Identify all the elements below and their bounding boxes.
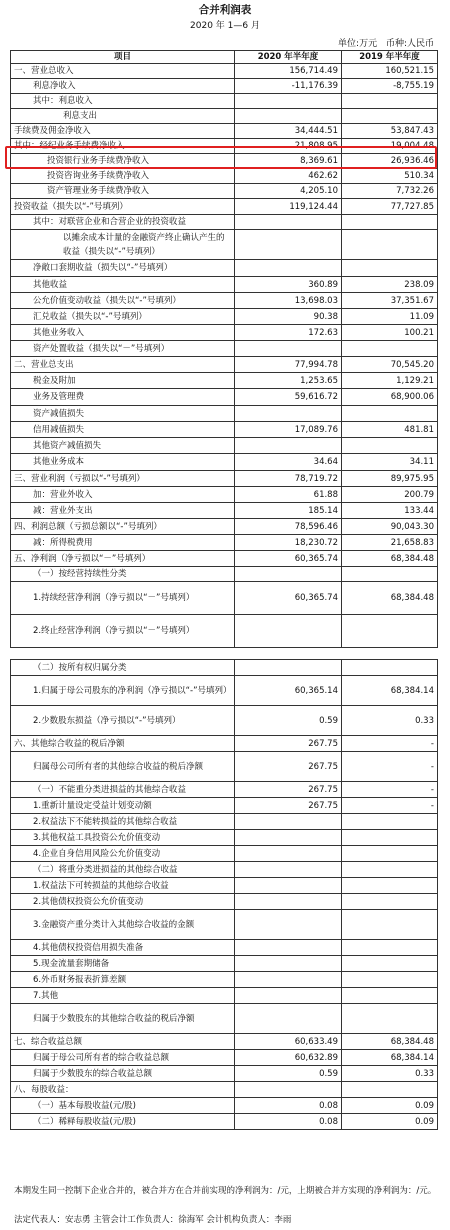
row-label: 投资收益（损失以“-”号填列）: [11, 199, 235, 215]
table-row: [11, 341, 438, 357]
row-label: 一、营业总收入: [11, 64, 235, 79]
table-row: [11, 862, 438, 878]
row-label: 2.权益法下不能转损益的其他综合收益: [11, 814, 235, 830]
table-row: [11, 535, 438, 551]
value-2020-h1: 185.14: [235, 503, 342, 519]
value-2019-h1: 160,521.15: [342, 64, 438, 79]
value-2020-h1: [235, 862, 342, 878]
header-2020-h1: 2020 年半年度: [235, 51, 342, 64]
row-label: 四、利润总额（亏损总额以“-”号填列）: [11, 519, 235, 535]
row-label: （二）将重分类进损益的其他综合收益: [11, 862, 235, 878]
value-2020-h1: 60,365.14: [235, 676, 342, 706]
value-2020-h1: 0.59: [235, 706, 342, 736]
value-2020-h1: [235, 972, 342, 988]
row-label: 二、营业总支出: [11, 357, 235, 373]
value-2019-h1: [342, 230, 438, 260]
row-label: 减：所得税费用: [11, 535, 235, 551]
table-row: [11, 277, 438, 293]
signature-line: 法定代表人：安志勇 主管会计工作负责人：徐海军 会计机构负责人：李雨: [14, 1215, 292, 1225]
table-row: [11, 706, 438, 736]
table-row: [11, 406, 438, 422]
table-row: [11, 124, 438, 139]
value-2019-h1: 238.09: [342, 277, 438, 293]
value-2019-h1: [342, 1004, 438, 1034]
value-2020-h1: -11,176.39: [235, 79, 342, 94]
row-label: 五、净利润（净亏损以“－”号填列）: [11, 551, 235, 567]
table-row: [11, 878, 438, 894]
value-2020-h1: 4,205.10: [235, 184, 342, 199]
row-label: 七、综合收益总额: [11, 1034, 235, 1050]
row-label: （一）基本每股收益(元/股): [11, 1098, 235, 1114]
value-2019-h1: 510.34: [342, 169, 438, 184]
table-row: [11, 736, 438, 752]
table-row: [11, 154, 438, 169]
table-row: [11, 471, 438, 487]
value-2019-h1: 53,847.43: [342, 124, 438, 139]
row-label: 汇兑收益（损失以“-”号填列）: [11, 309, 235, 325]
value-2020-h1: 34,444.51: [235, 124, 342, 139]
currency-label: 币种:人民币: [385, 39, 434, 49]
value-2020-h1: [235, 814, 342, 830]
value-2020-h1: [235, 1004, 342, 1034]
table-row: [11, 956, 438, 972]
value-2019-h1: [342, 894, 438, 910]
row-label: 其他资产减值损失: [11, 438, 235, 454]
table-row: [11, 260, 438, 277]
value-2020-h1: 462.62: [235, 169, 342, 184]
value-2019-h1: [342, 910, 438, 940]
table-row: [11, 503, 438, 519]
value-2019-h1: 0.09: [342, 1098, 438, 1114]
value-2020-h1: 77,994.78: [235, 357, 342, 373]
table-row: [11, 988, 438, 1004]
row-label: 业务及管理费: [11, 389, 235, 406]
value-2019-h1: 89,975.95: [342, 471, 438, 487]
header-2019-h1: 2019 年半年度: [342, 51, 438, 64]
table-row: [11, 830, 438, 846]
spacer-row: [11, 648, 438, 660]
row-label: 1.持续经营净利润（净亏损以“－”号填列）: [11, 582, 235, 615]
row-label: 公允价值变动收益（损失以“-”号填列）: [11, 293, 235, 309]
table-row: [11, 199, 438, 215]
row-label: 资产管理业务手续费净收入: [11, 184, 235, 199]
value-2020-h1: 1,253.65: [235, 373, 342, 389]
table-header-row: [11, 51, 438, 64]
row-label: 2.少数股东损益（净亏损以“-”号填列）: [11, 706, 235, 736]
value-2020-h1: 18,230.72: [235, 535, 342, 551]
table-row: [11, 676, 438, 706]
value-2020-h1: 8,369.61: [235, 154, 342, 169]
value-2020-h1: [235, 1082, 342, 1098]
row-label: 其中：经纪业务手续费净收入: [11, 139, 235, 154]
value-2019-h1: 11.09: [342, 309, 438, 325]
table-row: [11, 215, 438, 230]
row-label: 归属于少数股东的其他综合收益的税后净额: [11, 1004, 235, 1034]
row-label: 3.金融资产重分类计入其他综合收益的金额: [11, 910, 235, 940]
table-row: [11, 64, 438, 79]
value-2019-h1: 68,384.48: [342, 1034, 438, 1050]
value-2019-h1: [342, 215, 438, 230]
value-2019-h1: 26,936.46: [342, 154, 438, 169]
value-2019-h1: [342, 109, 438, 124]
value-2020-h1: [235, 956, 342, 972]
table-row: [11, 782, 438, 798]
row-label: 税金及附加: [11, 373, 235, 389]
value-2019-h1: [342, 830, 438, 846]
row-label: 1.归属于母公司股东的净利润（净亏损以“-”号填列）: [11, 676, 235, 706]
row-label: 归属母公司所有者的其他综合收益的税后净额: [11, 752, 235, 782]
value-2019-h1: 481.81: [342, 422, 438, 438]
value-2020-h1: 78,719.72: [235, 471, 342, 487]
table-row: [11, 422, 438, 438]
value-2020-h1: 0.08: [235, 1098, 342, 1114]
value-2019-h1: 37,351.67: [342, 293, 438, 309]
value-2019-h1: -: [342, 736, 438, 752]
table-row: [11, 910, 438, 940]
value-2020-h1: 0.59: [235, 1066, 342, 1082]
value-2019-h1: 21,658.83: [342, 535, 438, 551]
value-2020-h1: [235, 988, 342, 1004]
value-2020-h1: [235, 260, 342, 277]
value-2020-h1: 267.75: [235, 782, 342, 798]
value-2019-h1: [342, 648, 438, 660]
table-row: [11, 567, 438, 582]
table-row: [11, 1114, 438, 1130]
row-label: 其他业务收入: [11, 325, 235, 341]
table-body: [11, 64, 438, 1130]
row-label: 5.现金流量套期储备: [11, 956, 235, 972]
value-2019-h1: -8,755.19: [342, 79, 438, 94]
row-label: 3.其他权益工具投资公允价值变动: [11, 830, 235, 846]
row-label: 信用减值损失: [11, 422, 235, 438]
row-label: 利息净收入: [11, 79, 235, 94]
table-row: [11, 438, 438, 454]
value-2020-h1: 17,089.76: [235, 422, 342, 438]
table-row: [11, 79, 438, 94]
value-2020-h1: [235, 341, 342, 357]
income-statement-table: [10, 50, 438, 1130]
row-label: 六、其他综合收益的税后净额: [11, 736, 235, 752]
row-label: 资产处置收益（损失以“－”号填列）: [11, 341, 235, 357]
row-label: 以摊余成本计量的金融资产终止确认产生的收益（损失以“-”号填列）: [11, 230, 235, 260]
value-2019-h1: 100.21: [342, 325, 438, 341]
value-2020-h1: [235, 438, 342, 454]
value-2020-h1: [235, 940, 342, 956]
table-row: [11, 94, 438, 109]
table-row: [11, 1066, 438, 1082]
value-2020-h1: 34.64: [235, 454, 342, 471]
value-2020-h1: [235, 660, 342, 676]
value-2020-h1: 13,698.03: [235, 293, 342, 309]
header-item: 项目: [11, 51, 235, 64]
value-2019-h1: [342, 956, 438, 972]
row-label: 1.重新计量设定受益计划变动额: [11, 798, 235, 814]
value-2020-h1: 156,714.49: [235, 64, 342, 79]
table-row: [11, 325, 438, 341]
row-label: 4.企业自身信用风险公允价值变动: [11, 846, 235, 862]
table-row: [11, 1082, 438, 1098]
value-2020-h1: [235, 846, 342, 862]
value-2020-h1: 59,616.72: [235, 389, 342, 406]
row-label: 其中：利息收入: [11, 94, 235, 109]
value-2020-h1: [235, 910, 342, 940]
value-2019-h1: 0.09: [342, 1114, 438, 1130]
value-2020-h1: [235, 567, 342, 582]
value-2020-h1: 267.75: [235, 752, 342, 782]
value-2020-h1: 60,365.74: [235, 582, 342, 615]
value-2019-h1: [342, 1082, 438, 1098]
value-2019-h1: 70,545.20: [342, 357, 438, 373]
value-2019-h1: [342, 260, 438, 277]
table-row: [11, 660, 438, 676]
table-row: [11, 894, 438, 910]
table-row: [11, 357, 438, 373]
value-2019-h1: [342, 341, 438, 357]
table-row: [11, 373, 438, 389]
row-label: 八、每股收益：: [11, 1082, 235, 1098]
value-2020-h1: 78,596.46: [235, 519, 342, 535]
table-row: [11, 846, 438, 862]
row-label: 2.其他债权投资公允价值变动: [11, 894, 235, 910]
table-row: [11, 582, 438, 615]
row-label: 其他业务成本: [11, 454, 235, 471]
value-2020-h1: [235, 230, 342, 260]
table-row: [11, 551, 438, 567]
row-label: 归属于少数股东的综合收益总额: [11, 1066, 235, 1082]
row-label: 资产减值损失: [11, 406, 235, 422]
unit-label: 单位:万元: [338, 39, 378, 49]
value-2019-h1: [342, 567, 438, 582]
value-2019-h1: -: [342, 782, 438, 798]
value-2020-h1: [235, 648, 342, 660]
value-2019-h1: [342, 814, 438, 830]
value-2020-h1: [235, 406, 342, 422]
value-2019-h1: 200.79: [342, 487, 438, 503]
value-2020-h1: 172.63: [235, 325, 342, 341]
table-row: [11, 109, 438, 124]
value-2020-h1: 21,808.95: [235, 139, 342, 154]
row-label: 2.终止经营净利润（净亏损以“－”号填列）: [11, 615, 235, 648]
table-row: [11, 1004, 438, 1034]
row-label: （二）按所有权归属分类: [11, 660, 235, 676]
row-label: （一）按经营持续性分类: [11, 567, 235, 582]
value-2019-h1: [342, 660, 438, 676]
table-row: [11, 230, 438, 260]
value-2019-h1: [342, 406, 438, 422]
value-2019-h1: 7,732.26: [342, 184, 438, 199]
value-2019-h1: 1,129.21: [342, 373, 438, 389]
value-2020-h1: 60,365.74: [235, 551, 342, 567]
table-row: [11, 293, 438, 309]
value-2020-h1: 360.89: [235, 277, 342, 293]
table-row: [11, 1050, 438, 1066]
row-label: 1.权益法下可转损益的其他综合收益: [11, 878, 235, 894]
value-2019-h1: 68,900.06: [342, 389, 438, 406]
row-label: 6.外币财务报表折算差额: [11, 972, 235, 988]
row-label: 7.其他: [11, 988, 235, 1004]
value-2019-h1: 19,004.48: [342, 139, 438, 154]
row-label: （一）不能重分类进损益的其他综合收益: [11, 782, 235, 798]
value-2020-h1: 90.38: [235, 309, 342, 325]
value-2019-h1: -: [342, 752, 438, 782]
table-row: [11, 972, 438, 988]
table-row: [11, 1098, 438, 1114]
row-label: 其中：对联营企业和合营企业的投资收益: [11, 215, 235, 230]
value-2019-h1: 68,384.48: [342, 582, 438, 615]
table-row: [11, 615, 438, 648]
row-label: 4.其他债权投资信用损失准备: [11, 940, 235, 956]
row-label: （二）稀释每股收益(元/股): [11, 1114, 235, 1130]
row-label: 手续费及佣金净收入: [11, 124, 235, 139]
value-2019-h1: [342, 988, 438, 1004]
value-2019-h1: 68,384.14: [342, 676, 438, 706]
row-label: 减：营业外支出: [11, 503, 235, 519]
table-row: [11, 487, 438, 503]
table-row: [11, 940, 438, 956]
value-2019-h1: -: [342, 798, 438, 814]
statement-period: 2020 年 1—6 月: [190, 21, 260, 31]
table-row: [11, 519, 438, 535]
value-2020-h1: 0.08: [235, 1114, 342, 1130]
value-2019-h1: 133.44: [342, 503, 438, 519]
row-label: 其他收益: [11, 277, 235, 293]
value-2020-h1: [235, 109, 342, 124]
row-label: 投资银行业务手续费净收入: [11, 154, 235, 169]
table-row: [11, 184, 438, 199]
value-2020-h1: 119,124.44: [235, 199, 342, 215]
table-row: [11, 454, 438, 471]
value-2019-h1: [342, 615, 438, 648]
table-row: [11, 752, 438, 782]
value-2019-h1: 68,384.48: [342, 551, 438, 567]
unit-currency-line: [332, 36, 434, 49]
value-2019-h1: 77,727.85: [342, 199, 438, 215]
row-label: 加：营业外收入: [11, 487, 235, 503]
value-2019-h1: [342, 878, 438, 894]
value-2019-h1: [342, 846, 438, 862]
table-row: [11, 309, 438, 325]
value-2019-h1: 68,384.14: [342, 1050, 438, 1066]
value-2019-h1: [342, 862, 438, 878]
statement-title: 合并利润表: [198, 4, 252, 16]
table-row: [11, 798, 438, 814]
value-2019-h1: [342, 972, 438, 988]
value-2020-h1: [235, 878, 342, 894]
value-2019-h1: 34.11: [342, 454, 438, 471]
table-row: [11, 169, 438, 184]
value-2020-h1: [235, 615, 342, 648]
value-2019-h1: 0.33: [342, 1066, 438, 1082]
row-label: 三、营业利润（亏损以“-”号填列）: [11, 471, 235, 487]
value-2019-h1: [342, 94, 438, 109]
value-2020-h1: 60,632.89: [235, 1050, 342, 1066]
value-2019-h1: [342, 438, 438, 454]
row-label: 归属于母公司所有者的综合收益总额: [11, 1050, 235, 1066]
table-row: [11, 139, 438, 154]
value-2020-h1: [235, 94, 342, 109]
value-2020-h1: 60,633.49: [235, 1034, 342, 1050]
value-2019-h1: 90,043.30: [342, 519, 438, 535]
table-row: [11, 814, 438, 830]
value-2020-h1: 267.75: [235, 736, 342, 752]
table-row: [11, 1034, 438, 1050]
value-2020-h1: [235, 215, 342, 230]
value-2020-h1: 61.88: [235, 487, 342, 503]
value-2020-h1: 267.75: [235, 798, 342, 814]
row-label: 利息支出: [11, 109, 235, 124]
value-2020-h1: [235, 894, 342, 910]
row-label: [11, 648, 235, 660]
value-2019-h1: 0.33: [342, 706, 438, 736]
footnote: 本期发生同一控制下企业合并的，被合并方在合并前实现的净利润为：/元，上期被合并方实现的净利润为：/元。: [14, 1186, 437, 1196]
value-2020-h1: [235, 830, 342, 846]
table-row: [11, 389, 438, 406]
row-label: 净敞口套期收益（损失以“-”号填列）: [11, 260, 235, 277]
row-label: 投资咨询业务手续费净收入: [11, 169, 235, 184]
value-2019-h1: [342, 940, 438, 956]
